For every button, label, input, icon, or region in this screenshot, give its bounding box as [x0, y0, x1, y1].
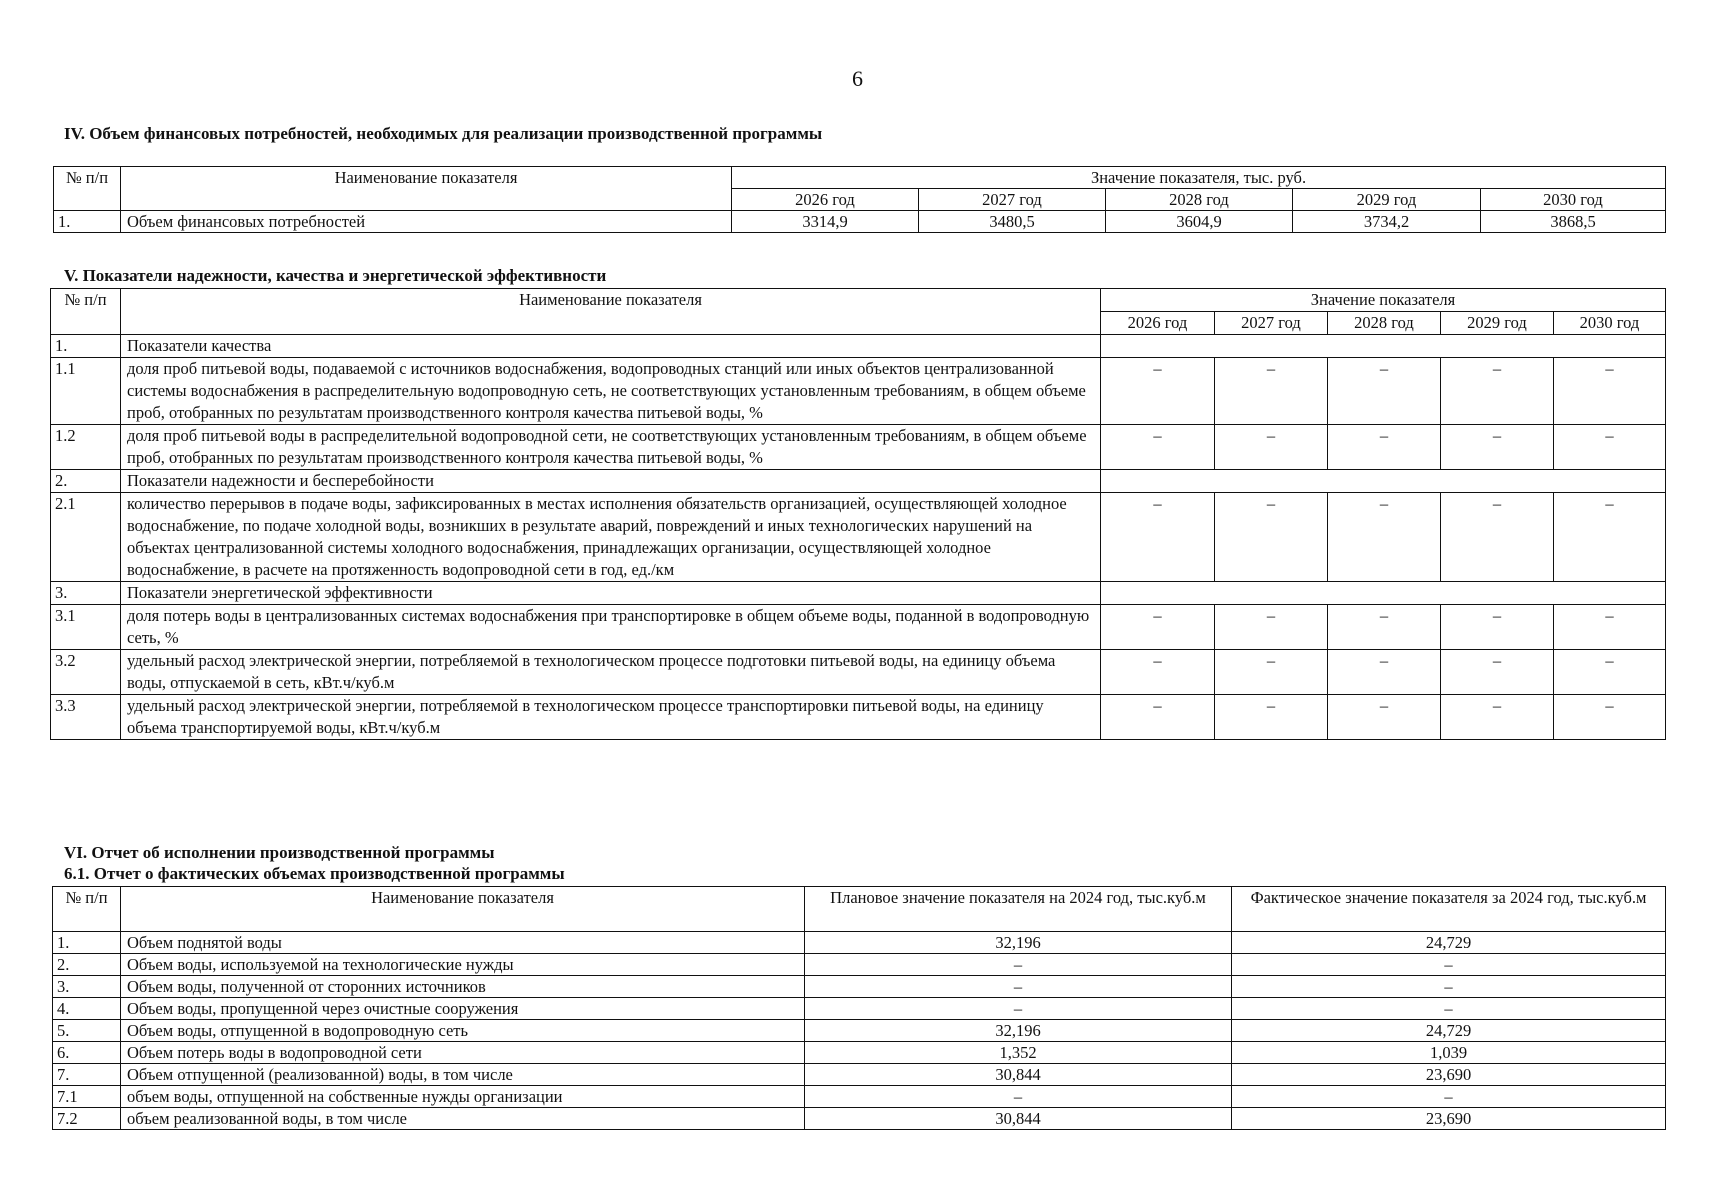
fact-value: – — [1232, 954, 1666, 976]
row-name: Объем воды, отпущенной в водопроводную сеть — [121, 1020, 805, 1042]
row-number: 7. — [53, 1064, 121, 1086]
table-row — [51, 493, 1666, 582]
table-row — [53, 1020, 1666, 1042]
row-number: 1. — [53, 932, 121, 954]
row-name: Объем отпущенной (реализованной) воды, в том числе — [121, 1064, 805, 1086]
table-row — [51, 695, 1666, 740]
col-num-header: № п/п — [51, 289, 121, 335]
row-number: 2. — [51, 470, 121, 493]
value-cell: – — [1328, 493, 1441, 582]
plan-value: 30,844 — [805, 1108, 1232, 1130]
row-name: Объем финансовых потребностей — [121, 211, 732, 233]
row-number: 4. — [53, 998, 121, 1020]
row-name: объем воды, отпущенной на собственные нужды организации — [121, 1086, 805, 1108]
col-num-header: № п/п — [53, 887, 121, 932]
year-header: 2029 год — [1441, 312, 1554, 335]
group-name: Показатели качества — [121, 335, 1101, 358]
col-value-header: Значение показателя, тыс. руб. — [732, 167, 1666, 189]
col-name-header: Наименование показателя — [121, 289, 1101, 335]
group-row — [51, 582, 1666, 605]
table-row — [53, 1108, 1666, 1130]
table-row — [53, 932, 1666, 954]
group-name: Показатели надежности и бесперебойности — [121, 470, 1101, 493]
value-cell: 3314,9 — [732, 211, 919, 233]
value-cell: 3734,2 — [1293, 211, 1481, 233]
value-cell: – — [1215, 358, 1328, 425]
value-cell: – — [1215, 425, 1328, 470]
row-number: 2.1 — [51, 493, 121, 582]
value-cell: 3868,5 — [1481, 211, 1666, 233]
year-header: 2026 год — [1101, 312, 1215, 335]
group-row — [51, 335, 1666, 358]
plan-value: – — [805, 976, 1232, 998]
year-header: 2026 год — [732, 189, 919, 211]
section-4-title: IV. Объем финансовых потребностей, необходимых для реализации производственной программы — [64, 124, 823, 143]
row-name: удельный расход электрической энергии, потребляемой в технологическом процессе транспортировки питьевой воды, на единицу объема транспортируемой воды, кВт.ч/куб.м — [121, 695, 1101, 740]
row-number: 3.1 — [51, 605, 121, 650]
row-number: 7.1 — [53, 1086, 121, 1108]
table-row — [53, 1064, 1666, 1086]
value-cell: – — [1441, 695, 1554, 740]
row-name: доля проб питьевой воды, подаваемой с источников водоснабжения, водопроводных станций или иных объектов централизованной системы водоснабжения в распределительную водопроводную сеть, не соответствующих установленным требованиям, в общем объеме проб, отобранных по результатам производственного контроля качества питьевой воды, % — [121, 358, 1101, 425]
col-fact-header: Фактическое значение показателя за 2024 год, тыс.куб.м — [1232, 887, 1666, 932]
value-cell: – — [1328, 695, 1441, 740]
value-cell: – — [1101, 650, 1215, 695]
fact-value: 1,039 — [1232, 1042, 1666, 1064]
row-name: Объем воды, полученной от сторонних источников — [121, 976, 805, 998]
year-header: 2028 год — [1106, 189, 1293, 211]
row-number: 1. — [54, 211, 121, 233]
row-name: доля потерь воды в централизованных системах водоснабжения при транспортировке в общем объеме воды, поданной в водопроводную сеть, % — [121, 605, 1101, 650]
section-5-title: V. Показатели надежности, качества и энергетической эффективности — [64, 266, 607, 285]
value-cell: – — [1554, 605, 1666, 650]
row-number: 2. — [53, 954, 121, 976]
value-cell: – — [1328, 358, 1441, 425]
row-name: удельный расход электрической энергии, потребляемой в технологическом процессе подготовки питьевой воды, на единицу объема воды, отпускаемой в сеть, кВт.ч/куб.м — [121, 650, 1101, 695]
reliability-quality-table — [50, 288, 1666, 740]
fact-value: 24,729 — [1232, 1020, 1666, 1042]
table-row — [54, 211, 1666, 233]
row-number: 3. — [51, 582, 121, 605]
value-cell: – — [1328, 605, 1441, 650]
empty-cell — [1101, 335, 1666, 358]
fact-value: 24,729 — [1232, 932, 1666, 954]
value-cell: – — [1101, 358, 1215, 425]
section-6-subtitle: 6.1. Отчет о фактических объемах производственной программы — [64, 864, 565, 883]
value-cell: – — [1554, 650, 1666, 695]
value-cell: – — [1215, 695, 1328, 740]
fact-value: 23,690 — [1232, 1108, 1666, 1130]
value-cell: – — [1101, 493, 1215, 582]
year-header: 2030 год — [1481, 189, 1666, 211]
plan-value: 30,844 — [805, 1064, 1232, 1086]
value-cell: – — [1554, 695, 1666, 740]
value-cell: – — [1101, 605, 1215, 650]
value-cell: – — [1101, 425, 1215, 470]
group-name: Показатели энергетической эффективности — [121, 582, 1101, 605]
row-name: Объем поднятой воды — [121, 932, 805, 954]
table-row — [53, 1042, 1666, 1064]
table-row — [51, 358, 1666, 425]
value-cell: – — [1328, 650, 1441, 695]
col-plan-header: Плановое значение показателя на 2024 год, тыс.куб.м — [805, 887, 1232, 932]
fact-value: – — [1232, 976, 1666, 998]
section-6-title: VI. Отчет об исполнении производственной программы — [64, 843, 495, 862]
plan-value: 32,196 — [805, 1020, 1232, 1042]
value-cell: – — [1441, 425, 1554, 470]
value-cell: – — [1554, 358, 1666, 425]
row-number: 3.2 — [51, 650, 121, 695]
row-number: 3.3 — [51, 695, 121, 740]
value-cell: – — [1554, 493, 1666, 582]
col-name-header: Наименование показателя — [121, 167, 732, 211]
value-cell: – — [1215, 605, 1328, 650]
page-number: 6 — [852, 66, 863, 91]
row-name: количество перерывов в подаче воды, зафиксированных в местах исполнения обязательств организацией, осуществляющей холодное водоснабжение, по подаче холодной воды, возникших в результате аварий, повреждений и иных технологических нарушений на объектах централизованной системы холодного водоснабжения, принадлежащих организации, осуществляющей холодное водоснабжение, в расчете на протяженность водопроводной сети в год, ед./км — [121, 493, 1101, 582]
row-number: 1.2 — [51, 425, 121, 470]
table-row — [51, 650, 1666, 695]
value-cell: – — [1441, 650, 1554, 695]
value-cell: – — [1215, 493, 1328, 582]
col-num-header: № п/п — [54, 167, 121, 211]
table-row — [53, 954, 1666, 976]
fact-value: – — [1232, 998, 1666, 1020]
value-cell: – — [1215, 650, 1328, 695]
plan-value: 1,352 — [805, 1042, 1232, 1064]
row-number: 3. — [53, 976, 121, 998]
row-name: Объем воды, используемой на технологические нужды — [121, 954, 805, 976]
production-report-table — [52, 886, 1666, 1130]
col-value-header: Значение показателя — [1101, 289, 1666, 312]
row-number: 6. — [53, 1042, 121, 1064]
row-name: объем реализованной воды, в том числе — [121, 1108, 805, 1130]
row-number: 1. — [51, 335, 121, 358]
table-row — [51, 605, 1666, 650]
year-header: 2029 год — [1293, 189, 1481, 211]
value-cell: – — [1441, 358, 1554, 425]
row-name: Объем воды, пропущенной через очистные сооружения — [121, 998, 805, 1020]
value-cell: 3604,9 — [1106, 211, 1293, 233]
financial-needs-table — [53, 166, 1666, 233]
group-row — [51, 470, 1666, 493]
year-header: 2028 год — [1328, 312, 1441, 335]
table-row — [53, 998, 1666, 1020]
value-cell: – — [1554, 425, 1666, 470]
row-number: 1.1 — [51, 358, 121, 425]
table-row — [53, 976, 1666, 998]
value-cell: – — [1101, 695, 1215, 740]
plan-value: – — [805, 954, 1232, 976]
row-name: доля проб питьевой воды в распределительной водопроводной сети, не соответствующих установленным требованиям, в общем объеме проб, отобранных по результатам производственного контроля качества питьевой воды, % — [121, 425, 1101, 470]
table-row — [53, 1086, 1666, 1108]
empty-cell — [1101, 582, 1666, 605]
year-header: 2027 год — [919, 189, 1106, 211]
col-name-header: Наименование показателя — [121, 887, 805, 932]
fact-value: 23,690 — [1232, 1064, 1666, 1086]
value-cell: 3480,5 — [919, 211, 1106, 233]
row-number: 5. — [53, 1020, 121, 1042]
plan-value: – — [805, 998, 1232, 1020]
value-cell: – — [1441, 493, 1554, 582]
plan-value: – — [805, 1086, 1232, 1108]
value-cell: – — [1328, 425, 1441, 470]
value-cell: – — [1441, 605, 1554, 650]
table-row — [51, 425, 1666, 470]
year-header: 2027 год — [1215, 312, 1328, 335]
row-number: 7.2 — [53, 1108, 121, 1130]
plan-value: 32,196 — [805, 932, 1232, 954]
row-name: Объем потерь воды в водопроводной сети — [121, 1042, 805, 1064]
empty-cell — [1101, 470, 1666, 493]
fact-value: – — [1232, 1086, 1666, 1108]
year-header: 2030 год — [1554, 312, 1666, 335]
